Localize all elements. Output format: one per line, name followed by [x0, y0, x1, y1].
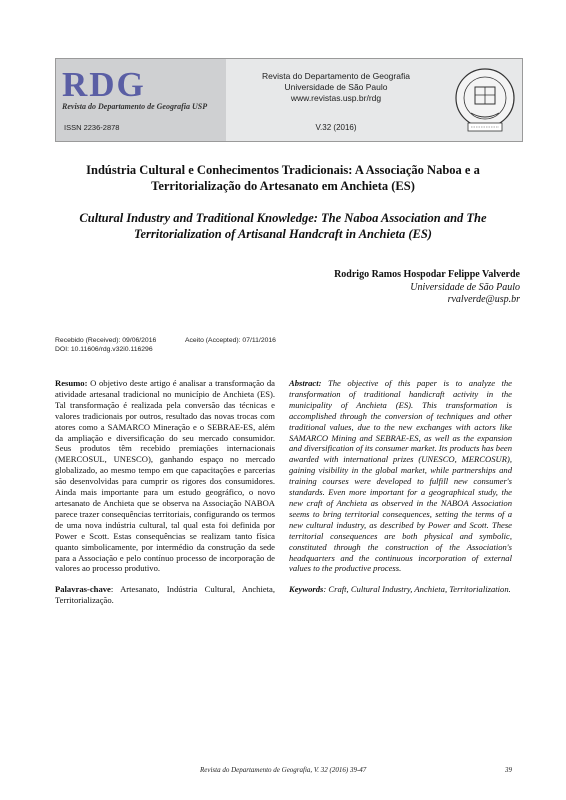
journal-header: [55, 58, 523, 142]
abstract-text: The objective of this paper is to analyze the transformation of traditional handicraft activity in the municipality of Anchieta (ES). This transformation is accomplished through the conversion of techniques and other traditional values, due to the new exchanges with actors like SAMARCO Mining and SEBRAE-ES, as well as the expansion and diversification of its consumer market. Its products has been awarded with international prizes (UNESCO, MERCOSUR), gaining visibility in the global market, while partnerships and training courses were developed to fulfill new consumer's standards. Even more important for a geographical study, the new craft of Anchieta as observed in the NABOA Association seems to bring territorial consequences, setting the terms of a new cultural industry, as described by Power and Scott. These territorial consequences are both physical and symbolic, constituted through the construction of the Association's headquarters and the continuous incorporation of external values to the productive process.: [289, 378, 512, 574]
author-affiliation: Universidade de São Paulo: [410, 281, 520, 293]
doi[interactable]: DOI: 10.11606/rdg.v32i0.116296: [55, 346, 153, 353]
article-dates: [55, 336, 355, 354]
abstract-column: [289, 378, 512, 595]
resumo-column: [55, 378, 275, 606]
article-title-pt: Indústria Cultural e Conhecimentos Tradicionais: A Associação Naboa e a Territorialização do Artesanato em Anchieta (ES): [86, 163, 480, 193]
keywords-text: : Craft, Cultural Industry, Anchieta, Territorialization.: [323, 584, 511, 595]
journal-name: Revista do Departamento de Geografia: [262, 71, 410, 81]
journal-website[interactable]: www.revistas.usp.br/rdg: [290, 93, 382, 103]
palavras-chave-label: Palavras-chave: [55, 584, 111, 595]
logo-subtitle: Revista do Departamento de Geografia USP: [62, 102, 208, 111]
issn: ISSN 2236-2878: [64, 123, 120, 132]
volume: V.32 (2016): [315, 123, 357, 132]
resumo-text: O objetivo deste artigo é analisar a transformação da atividade artesanal tradicional no município de Anchieta (ES). Tal transformação é realizada pela conversão das técnicas e valores tradicionais por outros, resultado das novas trocas com atores como a SAMARCO Mineração e o SEBRAE-ES, além da ampliação e diversificação do seu mercado consumidor. Seus produtos têm recebido premiações internacionais (MERCOSUL, UNESCO), ganhando espaço no mercado globalizado, ao mesmo tempo em que capacitações e parcerias são desenvolvidas para cumprir os rigores dos consumidores. Ainda mais importante para um estudo geográfico, o novo artesanato de Anchieta que se observa na Associação NABOA parece trazer consequências territoriais, configurando os termos de uma nova indústria cultural, tal qual esta foi definida por Power e Scott. Estas consequências se realizam tanto física quanto simbolicamente, por intermédio da construção da sede para a Associação e pelo contínuo processo de incorporação de valores ao processo produtivo.: [55, 378, 275, 574]
keywords: [289, 584, 512, 595]
author-email[interactable]: rvalverde@usp.br: [447, 294, 520, 305]
author-name: Rodrigo Ramos Hospodar Felippe Valverde: [334, 269, 520, 280]
header-info-panel: [226, 59, 522, 141]
article-title-en: Cultural Industry and Traditional Knowledge: The Naboa Association and The Territorialization of Artisanal Handcraft in Anchieta (ES): [79, 211, 487, 241]
journal-logo: RDG: [62, 65, 146, 104]
abstract-label: Abstract:: [289, 378, 322, 388]
university-seal-icon: [454, 65, 516, 135]
palavras-chave: [55, 584, 275, 606]
abstract-paragraph: [289, 378, 512, 574]
resumo-paragraph: [55, 378, 275, 574]
journal-info: [226, 71, 446, 104]
received-date: Recebido (Received): 09/06/2016: [55, 337, 157, 344]
header-logo-panel: [56, 59, 226, 141]
page-number: 39: [505, 766, 512, 774]
university-name: Universidade de São Paulo: [284, 82, 388, 92]
resumo-label: Resumo:: [55, 378, 88, 388]
author-block: [334, 269, 520, 307]
palavras-chave-text: : Artesanato, Indústria Cultural, Anchieta, Territorialização.: [55, 584, 275, 606]
keywords-label: Keywords: [289, 584, 324, 595]
footer-citation: Revista do Departamento de Geografia, V. 32 (2016) 39-47: [200, 766, 367, 774]
accepted-date: Aceito (Accepted): 07/11/2016: [185, 337, 276, 344]
